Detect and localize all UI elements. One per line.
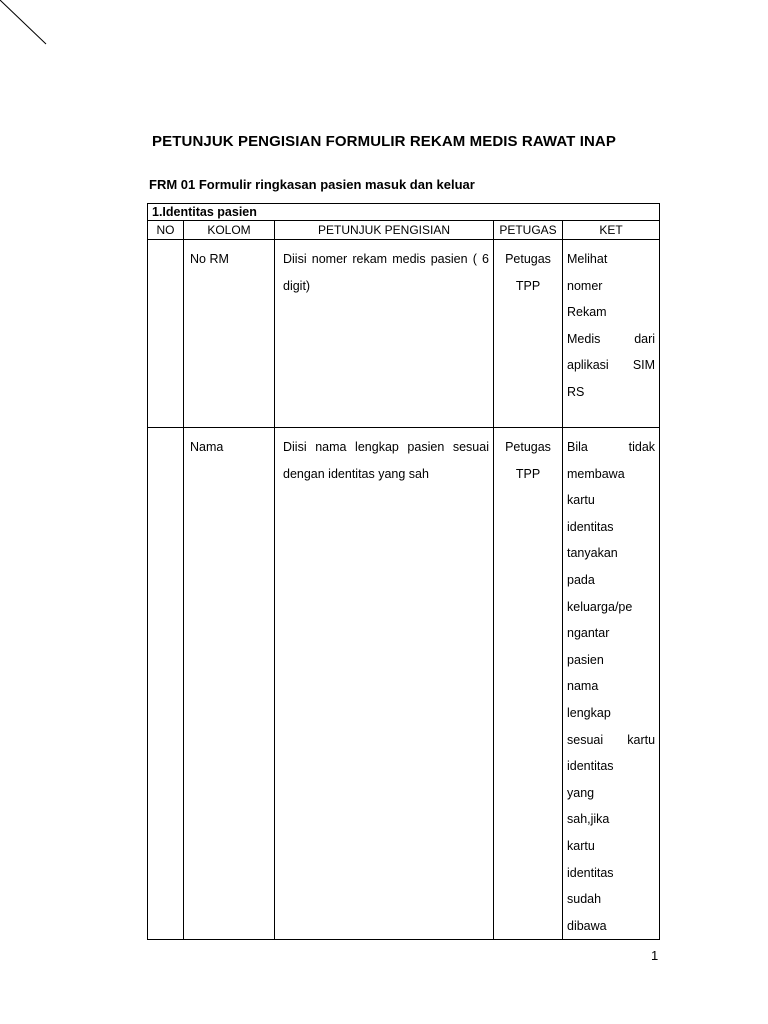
section-row (148, 204, 660, 221)
row-kolom: Nama (184, 428, 275, 940)
row-petugas: Petugas TPP (494, 428, 563, 940)
ket-line: kartu (567, 493, 595, 508)
row-ket (563, 240, 660, 428)
ket-line: Bila tidak (567, 440, 656, 454)
header-petunjuk: PETUNJUK PENGISIAN (275, 221, 494, 240)
ket-line: pada (567, 572, 595, 587)
ket-line: sudah (567, 892, 602, 907)
header-row (148, 221, 660, 240)
corner-fold-line (0, 0, 50, 50)
row-ket (563, 428, 660, 940)
document-title: PETUNJUK PENGISIAN FORMULIR REKAM MEDIS RAWAT INAP (152, 133, 616, 150)
header-kolom: KOLOM (184, 221, 275, 240)
ket-line: Melihat (567, 252, 608, 266)
ket-line: RS (567, 384, 585, 399)
form-subtitle: FRM 01 Formulir ringkasan pasien masuk dan keluar (149, 177, 475, 192)
ket-line: dibawa (567, 918, 607, 933)
row-petunjuk: Diisi nama lengkap pasien sesuai dengan identitas yang sah (275, 428, 494, 940)
ket-line: membawa (567, 466, 625, 481)
ket-line: Medis dari (567, 331, 656, 346)
ket-line: pasien (567, 652, 604, 667)
row-no (148, 428, 184, 940)
ket-line: aplikasi SIM (567, 358, 656, 373)
table-row (148, 428, 660, 940)
ket-line: sah,jika (567, 812, 610, 827)
header-ket: KET (563, 221, 660, 240)
row-petugas: Petugas TPP (494, 240, 563, 428)
ket-line: identitas (567, 519, 614, 534)
ket-line: lengkap (567, 705, 611, 720)
ket-line: identitas (567, 759, 614, 774)
row-no (148, 240, 184, 428)
ket-line: kartu (567, 838, 595, 853)
ket-line: nomer (567, 278, 603, 293)
section-title: 1.Identitas pasien (148, 204, 660, 221)
header-no: NO (148, 221, 184, 240)
table-row (148, 240, 660, 428)
ket-line: tanyakan (567, 546, 618, 561)
ket-line: ngantar (567, 626, 610, 641)
page-number: 1 (651, 948, 659, 963)
row-kolom: No RM (184, 240, 275, 428)
ket-line: keluarga/pe (567, 599, 633, 614)
instruction-table (147, 203, 660, 940)
row-petunjuk: Diisi nomer rekam medis pasien ( 6 digit) (275, 240, 494, 428)
ket-line: Rekam (567, 305, 607, 320)
ket-line: identitas (567, 865, 614, 880)
ket-line: sesuai kartu (567, 732, 656, 747)
ket-line: yang (567, 785, 595, 800)
ket-line: nama (567, 679, 599, 694)
header-petugas: PETUGAS (494, 221, 563, 240)
